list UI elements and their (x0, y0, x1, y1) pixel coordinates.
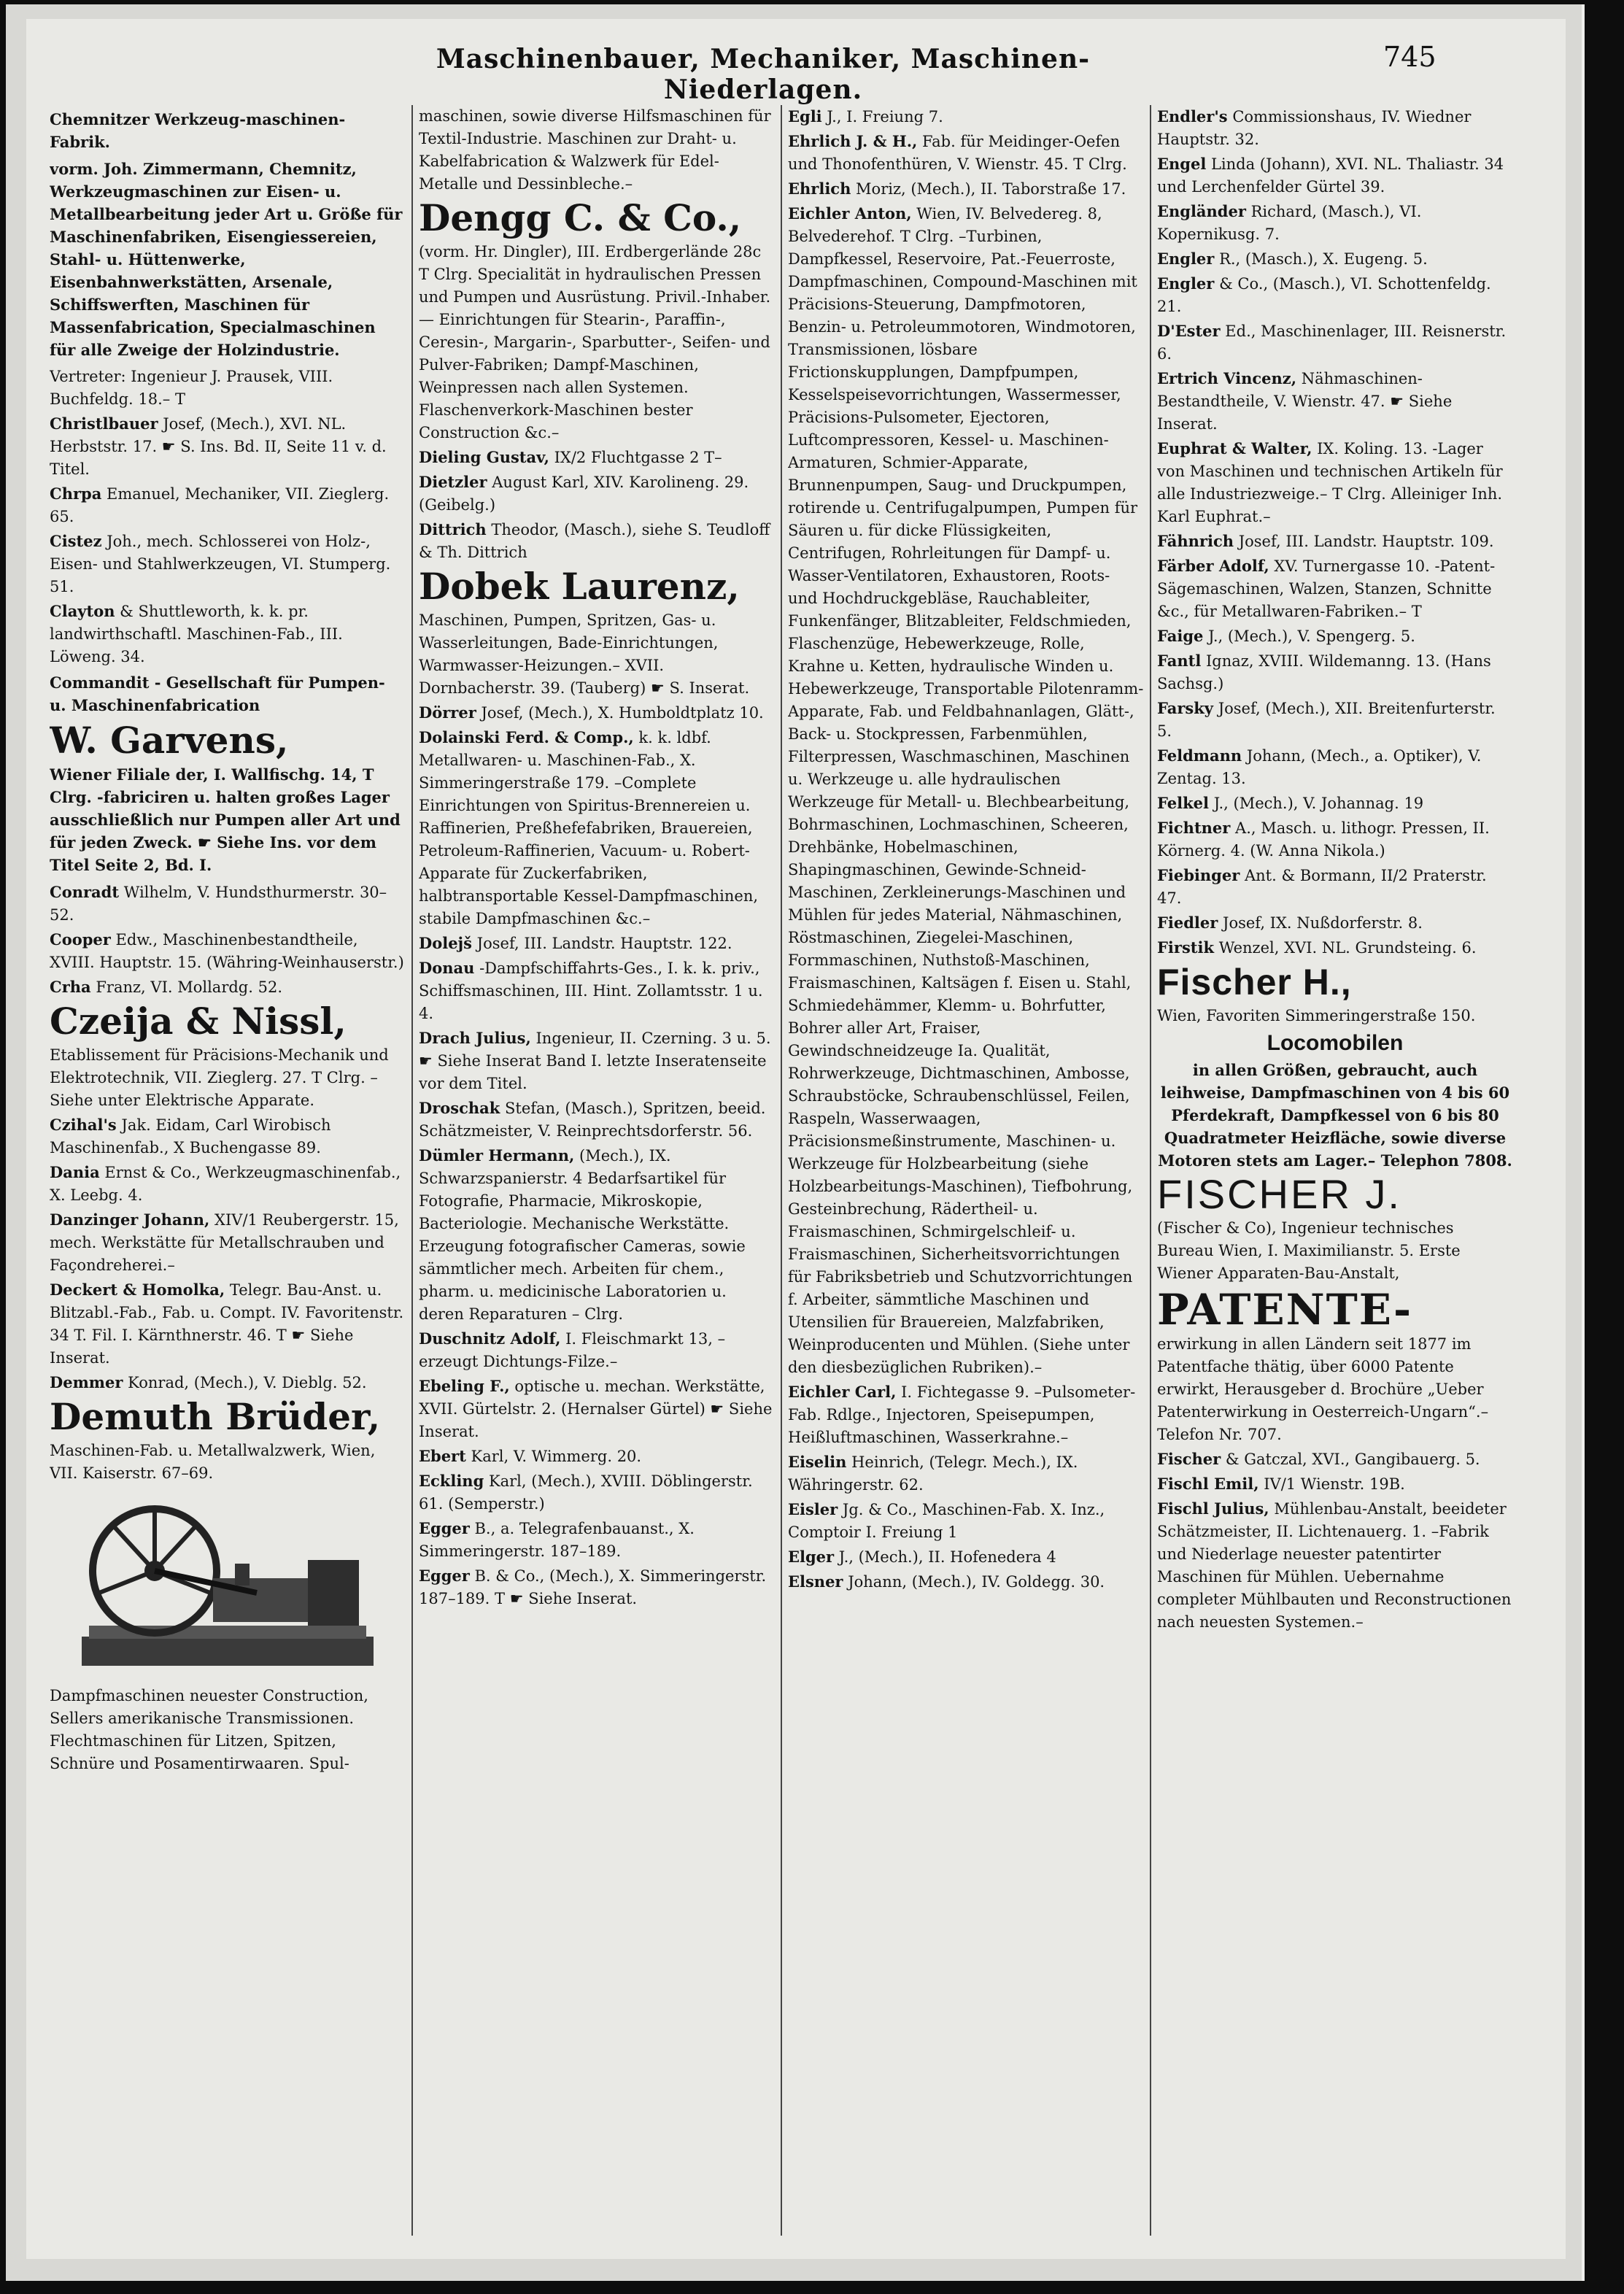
directory-entry (419, 1445, 775, 1468)
advertiser-name: FISCHER J. (1157, 1171, 1401, 1217)
entry-details: IX/2 Fluchtgasse 2 T– (554, 449, 722, 466)
advertiser-name: Demuth Brüder, (50, 1395, 381, 1438)
entry-name: Dolainski Ferd. & Comp., (419, 728, 634, 746)
directory-entry (1157, 1497, 1513, 1634)
entry-name: Fichtner (1157, 819, 1231, 837)
entry-details: B., a. Telegrafenbauanst., X. Simmeringerstr. 187–189. (419, 1520, 695, 1560)
entry-details: Franz, VI. Mollardg. 52. (96, 978, 282, 996)
entry-details: Wien, IV. Belvedereg. 8, Belvederehof. T Clrg. –Turbinen, Dampfkessel, Reservoire, Pat.-Feuerroste, Dampfmaschinen, Compound-Maschinen mit Präcisions-Steuerung, Dampfmotoren, Benzin- u. Petroleummotoren, Windmotoren, Transmissionen, lösbare Frictionskupplungen, Dampfpumpen, Kesselspeisevorrichtungen, Wassermesser, Präcisions-Pulsometer, Ejectoren, Luftcompressoren, Kessel- u. Maschinen-Armaturen, Schmier-Apparate, Brunnenpumpen, Saug- und Druckpumpen, rotirende u. Centrifugalpumpen, Pumpen für Säuren u. für dicke Flüssigkeiten, Centrifugen, Rohrleitungen für Dampf- u. Wasser-Ventilatoren, Exhaustoren, Roots- und Hochdruckgebläse, Rauchableiter, Funkenfänger, Blitzableiter, Feldschmieden, Flaschenzüge, Hebewerkzeuge, Rolle, Krahne u. Ketten, hydraulische Winden u. Hebewerkzeuge, Transportable Pilotenramm-Apparate, Fab. und Feldbahnanlagen, Glätt-, Back- u. Stockpressen, Farbenmühlen, Filterpressen, Waschmaschinen, Maschinen u. Werkzeuge u. alle hydraulischen Werkzeuge für Metall- u. Blechbearbeitung, Bohrmaschinen, Lochmaschinen, Scheeren, Drehbänke, Hobelmaschinen, Shapingmaschinen, Gewinde-Schneid-Maschinen, Zerkleinerungs-Maschinen und Mühlen für jedes Material, Nähmaschinen, Röstmaschinen, Ziegelei-Maschinen, Formmaschinen, Nuthstoß-Maschinen, Fraismaschinen, Kaltsägen f. Eisen u. Stahl, Schmiedehämmer, Klemm- u. Bohrfutter, Bohrer aller Art, Fraiser, Gewindschneidzeuge Ia. Qualität, Rohrwerkzeuge, Dichtmaschinen, Ambosse, Schraubstöcke, Schraubenschlüssel, Feilen, Raspeln, Wasserwaagen, Präcisionsmeßinstrumente, Maschinen- u. Werkzeuge für Holzbearbeitung (siehe Holzbearbeitungs-Maschinen), Tiefbohrung, Gesteinbrechung, Rädertheil- u. Fraismaschinen, Schmirgelschleif- u. Fraismaschinen, Sicherheitsvorrichtungen für Fabriksbetrieb und Schutzvorrichtungen f. Arbeiter, sämmtliche Maschinen und Utensilien für Brauereien, Malzfabriken, Weinproducenten und Mühlen. (Siehe unter den diesbezüglichen Rubriken).– (788, 205, 1144, 1376)
entry-details: August Karl, XIV. Karolineng. 29. (Geibelg.) (419, 474, 749, 514)
entry-name: Cooper (50, 930, 111, 949)
entry-name: Chrpa (50, 484, 102, 503)
directory-entry (419, 105, 775, 196)
advertiser-name: Czeija & Nissl, (50, 1000, 347, 1043)
entry-name: Fiebinger (1157, 866, 1240, 884)
entry-details: Nähmaschinen-Bestandtheile, V. Wienstr. 47. ☛ Siehe Inserat. (1157, 370, 1453, 433)
entry-details: k. k. ldbf. Metallwaren- u. Maschinen-Fab., X. Simmeringerstraße 179. –Complete Einrichtungen von Spiritus-Brennereien u. Raffinerien, Preßhefefabriken, Brauereien, Petroleum-Raffinerien, Vacuum- u. Robert-Apparate für Zuckerfabriken, halbtransportable Kessel-Dampfmaschinen, stabile Dampfmaschinen &c.– (419, 729, 759, 927)
entry-details: Wenzel, XVI. NL. Grundsteing. 6. (1218, 939, 1477, 957)
directory-entry (50, 366, 406, 411)
directory-entry (788, 105, 1144, 128)
entry-details: Heinrich, (Telegr. Mech.), IX. Währingerstr. 62. (788, 1453, 1078, 1494)
directory-entry (419, 1027, 775, 1095)
entry-name: Dörrer (419, 703, 476, 722)
directory-column-4 (1157, 105, 1513, 2243)
entry-details: (Mech.), IX. Schwarzspanierstr. 4 Bedarfsartikel für Fotografie, Pharmacie, Mikroskopie, Bacteriologie. Mechanische Werkstätte. Erzeugung fotografischer Cameras, sowie sämmtlicher mech. Arbeiten für chem., pharm. u. medicinische Laboratorien u. deren Reparaturen – Clrg. (419, 1147, 746, 1323)
entry-details: Joh., mech. Schlosserei von Holz-, Eisen- und Stahlwerkzeugen, VI. Stumperg. 51. (50, 533, 391, 595)
advertiser-name: Dobek Laurenz, (419, 565, 740, 608)
entry-name: Demmer (50, 1373, 123, 1391)
column-rule (1150, 105, 1151, 2236)
entry-details: Etablissement für Präcisions-Mechanik und Elektrotechnik, VII. Zieglerg. 27. T Clrg. –Siehe unter Elektrische Apparate. (50, 1046, 389, 1109)
entry-details: Ingenieur, II. Czerning. 3 u. 5. ☛ Siehe Inserat Band I. letzte Inseratenseite vor dem Titel. (419, 1030, 771, 1092)
entry-name: Engel (1157, 155, 1207, 173)
directory-entry (50, 1685, 406, 1775)
directory-entry (1157, 1472, 1513, 1496)
directory-entry (50, 600, 406, 668)
directory-entry (788, 1498, 1144, 1544)
running-head-title: Maschinenbauer, Mechaniker, Maschinen-Niederlagen. (436, 44, 1091, 105)
entry-name: Fiedler (1157, 914, 1218, 932)
directory-entry (419, 701, 775, 725)
entry-details: Ed., Maschinenlager, III. Reisnerstr. 6. (1157, 323, 1507, 363)
entry-details: Fab. für Meidinger-Oefen und Thonofenthüren, V. Wienstr. 45. T Clrg. (788, 133, 1127, 173)
entry-name: Czihal's (50, 1116, 117, 1134)
entry-details: Dampfmaschinen neuester Construction, Sellers amerikanische Transmissionen. Flechtmaschinen für Litzen, Spitzen, Schnüre und Posamentirwaaren. Spul- (50, 1687, 368, 1772)
entry-details: Konrad, (Mech.), V. Dieblg. 52. (128, 1374, 367, 1391)
entry-details: Mühlenbau-Anstalt, beeideter Schätzmeister, II. Lichtenauerg. 1. –Fabrik und Niederlage neuester patentirter Maschinen für Mühlen. Uebernahme completer Mühlbauten und Reconstructionen nach neuesten Systemen.– (1157, 1500, 1512, 1631)
entry-details: IX. Koling. 13. -Lager von Maschinen und technischen Artikeln für alle Industriezweige.– T Clrg. Alleiniger Inh. Karl Euphrat.– (1157, 440, 1503, 525)
directory-entry (788, 177, 1144, 201)
directory-entry (1157, 864, 1513, 910)
directory-entry (50, 530, 406, 598)
entry-name: Deckert & Homolka, (50, 1281, 225, 1299)
directory-entry (419, 518, 775, 564)
entry-details: R., (Masch.), X. Eugeng. 5. (1219, 250, 1428, 268)
scanned-page-background (6, 4, 1585, 2281)
column-rule (781, 105, 782, 2236)
directory-page (26, 19, 1566, 2259)
directory-entry (419, 609, 775, 700)
entry-name: Fischl Emil, (1157, 1475, 1259, 1493)
advertisement-text: Commandit - Gesellschaft für Pumpen- u. Maschinenfabrication (50, 673, 385, 714)
entry-details: Ernst & Co., Werkzeugmaschinenfab., X. Leebg. 4. (50, 1164, 401, 1204)
entry-details: Josef, (Mech.), XII. Breitenfurterstr. 5. (1157, 700, 1496, 740)
entry-name: Donau (419, 959, 475, 977)
entry-details: Telegr. Bau-Anst. u. Blitzabl.-Fab., Fab. u. Compt. IV. Favoritenstr. 34 T. Fil. I. Kärnthnerstr. 46. T ☛ Siehe Inserat. (50, 1281, 404, 1367)
entry-details: I. Fichtegasse 9. –Pulsometer-Fab. Rdlge., Injectoren, Speisepumpen, Heißluftmaschinen, Wasserkrahne.– (788, 1383, 1136, 1446)
advertisement-text: vorm. Joh. Zimmermann, Chemnitz, Werkzeugmaschinen zur Eisen- u. Metallbearbeitung jeder Art u. Größe für Maschinenfabriken, Eisengiessereien, Stahl- u. Hüttenwerke, Eisenbahnwerkstätten, Arsenale, Schiffswerften, Maschinen für Massenfabrication, Specialmaschinen für alle Zweige der Holzindustrie. (50, 160, 403, 359)
directory-entry (50, 1208, 406, 1277)
entry-details: Wien, Favoriten Simmeringerstraße 150. (1157, 1007, 1476, 1024)
directory-entry (419, 446, 775, 469)
directory-entry (419, 241, 775, 444)
directory-entry (788, 1451, 1144, 1496)
directory-entry (1157, 911, 1513, 935)
entry-details: Maschinen-Fab. u. Metallwalzwerk, Wien, VII. Kaiserstr. 67–69. (50, 1442, 376, 1482)
entry-name: Eisler (788, 1500, 838, 1518)
entry-details: Theodor, (Masch.), siehe S. Teudloff & Th. Dittrich (419, 521, 770, 561)
entry-name: Feldmann (1157, 746, 1242, 765)
directory-entry (1157, 1448, 1513, 1471)
entry-name: Fischer (1157, 1450, 1221, 1468)
entry-name: Duschnitz Adolf, (419, 1329, 561, 1348)
advertisement-headline: Locomobilen (1267, 1031, 1404, 1055)
directory-entry (419, 932, 775, 955)
directory-entry (419, 1327, 775, 1373)
entry-details: Jg. & Co., Maschinen-Fab. X. Inz., Comptoir I. Freiung 1 (788, 1501, 1105, 1541)
entry-name: Drach Julius, (419, 1029, 531, 1047)
entry-name: Egger (419, 1567, 470, 1585)
directory-entry (1157, 367, 1513, 436)
entry-details: optische u. mechan. Werkstätte, XVII. Gürtelstr. 2. (Hernalser Gürtel) ☛ Siehe Inserat. (419, 1378, 773, 1440)
entry-name: Droschak (419, 1099, 500, 1117)
directory-entry (1157, 792, 1513, 815)
entry-name: Engländer (1157, 202, 1246, 220)
directory-entry (50, 1161, 406, 1207)
directory-entry (419, 471, 775, 517)
entry-name: Danzinger Johann, (50, 1210, 210, 1229)
directory-entry (50, 881, 406, 927)
entry-details: Karl, (Mech.), XVIII. Döblingerstr. 61. (Semperstr.) (419, 1472, 753, 1513)
entry-details: J., I. Freiung 7. (827, 108, 943, 125)
directory-entry (1157, 625, 1513, 648)
entry-details: Moriz, (Mech.), II. Taborstraße 17. (856, 180, 1126, 198)
entry-name: Elger (788, 1548, 835, 1566)
entry-details: maschinen, sowie diverse Hilfsmaschinen für Textil-Industrie. Maschinen zur Draht- u. Kabelfabrication & Walzwerk für Edel-Metalle und Dessinbleche.– (419, 107, 771, 193)
entry-details: XIV/1 Reubergerstr. 15, mech. Werkstätte für Metallschrauben und Façondreherei.– (50, 1211, 399, 1274)
directory-entry (1157, 437, 1513, 528)
entry-details: B. & Co., (Mech.), X. Simmeringerstr. 187–189. T ☛ Siehe Inserat. (419, 1567, 767, 1607)
entry-name: Ertrich Vincenz, (1157, 369, 1296, 387)
steam-engine-illustration (67, 1491, 388, 1680)
directory-entry (1157, 105, 1513, 151)
directory-entry (419, 1097, 775, 1143)
entry-name: D'Ester (1157, 322, 1221, 340)
entry-details: Johann, (Mech., a. Optiker), V. Zentag. 13. (1157, 747, 1482, 787)
directory-entry (1157, 936, 1513, 959)
directory-column-3 (788, 105, 1144, 2243)
entry-name: Cistez (50, 532, 102, 550)
entry-details: erwirkung in allen Ländern seit 1877 im Patentfache thätig, über 6000 Patente erwirkt, Herausgeber d. Brochüre „Ueber Patenterwirkung in Oesterreich-Ungarn“.– Telefon Nr. 707. (1157, 1335, 1489, 1443)
directory-entry (50, 928, 406, 974)
directory-entry (1157, 1005, 1513, 1027)
advertiser-name: Fischer H., (1157, 962, 1352, 1003)
entry-details: Emanuel, Mechaniker, VII. Zieglerg. 65. (50, 485, 390, 525)
directory-entry (788, 1545, 1144, 1569)
page-number: 745 (1383, 41, 1437, 73)
entry-name: Conradt (50, 883, 120, 901)
entry-details: Josef, III. Landstr. Hauptstr. 109. (1238, 533, 1494, 550)
entry-details: (vorm. Hr. Dingler), III. Erdbergerlände 28c T Clrg. Specialität in hydraulischen Pressen und Pumpen und Ausrüstung. Privil.-Inhaber. — Einrichtungen für Stearin-, Paraffin-, Ceresin-, Margarin-, Sparbutter-, Seifen- und Pulver-Fabriken; Dampf-Maschinen, Weinpressen nach allen Systemen. Flaschenverkork-Maschinen bester Construction &c.– (419, 243, 771, 441)
entry-details: IV/1 Wienstr. 19B. (1264, 1475, 1405, 1493)
entry-details: & Co., (Masch.), VI. Schottenfeldg. 21. (1157, 275, 1491, 315)
entry-details: Edw., Maschinenbestandtheile, XVIII. Hauptstr. 15. (Währing-Weinhauserstr.) (50, 931, 404, 971)
entry-name: Fantl (1157, 652, 1202, 670)
directory-entry (419, 1517, 775, 1563)
directory-entry (50, 412, 406, 481)
advertiser-name: W. Garvens, (50, 719, 289, 762)
entry-details: J., (Mech.), V. Spengerg. 5. (1208, 627, 1415, 645)
entry-details: J., (Mech.), II. Hofenedera 4 (838, 1548, 1056, 1566)
directory-entry (1157, 152, 1513, 198)
directory-entry (1157, 200, 1513, 246)
directory-entry (1157, 1333, 1513, 1446)
entry-details: Josef, IX. Nußdorferstr. 8. (1223, 914, 1423, 932)
directory-column-1 (50, 105, 406, 2243)
entry-name: Faige (1157, 627, 1204, 645)
entry-name: Eichler Anton, (788, 204, 912, 223)
directory-entry (1157, 247, 1513, 271)
directory-entry (419, 1564, 775, 1610)
directory-entry (1157, 1217, 1513, 1285)
entry-name: Ehrlich (788, 179, 851, 198)
entry-details: Josef, (Mech.), XVI. NL. Herbststr. 17. ☛ S. Ins. Bd. II, Seite 11 v. d. Titel. (50, 415, 387, 478)
advertisement-text: Wiener Filiale der, I. Wallfischg. 14, T Clrg. -fabriciren u. halten großes Lager ausschließlich nur Pumpen aller Art und für jeden Zweck. ☛ Siehe Ins. vor dem Titel Seite 2, Bd. I. (50, 765, 401, 874)
entry-details: Linda (Johann), XVI. NL. Thaliastr. 34 und Lerchenfelder Gürtel 39. (1157, 155, 1504, 196)
entry-name: Egli (788, 107, 822, 125)
entry-name: Endler's (1157, 107, 1228, 125)
entry-details: Josef, (Mech.), X. Humboldtplatz 10. (481, 704, 764, 722)
advertisement-illustration (50, 1491, 406, 1680)
directory-entry (1157, 816, 1513, 862)
directory-entry (419, 726, 775, 930)
page-header (26, 19, 1566, 105)
entry-details: A., Masch. u. lithogr. Pressen, II. Körnerg. 4. (W. Anna Nikola.) (1157, 819, 1490, 860)
directory-entry (419, 1470, 775, 1515)
directory-column-2 (419, 105, 775, 2243)
entry-details: Jak. Eidam, Carl Wirobisch Maschinenfab., X Buchengasse 89. (50, 1116, 331, 1156)
entry-details: Ignaz, XVIII. Wildemanng. 13. (Hans Sachsg.) (1157, 652, 1491, 692)
entry-details: Stefan, (Masch.), Spritzen, beeid. Schätzmeister, V. Reinprechtsdorferstr. 56. (419, 1100, 766, 1140)
entry-details: & Shuttleworth, k. k. pr. landwirthschaftl. Maschinen-Fab., III. Löweng. 34. (50, 603, 343, 665)
entry-name: Firstik (1157, 938, 1215, 957)
entry-details: Karl, V. Wimmerg. 20. (471, 1448, 642, 1465)
directory-entry (50, 976, 406, 999)
directory-entry (419, 1144, 775, 1326)
entry-name: Crha (50, 978, 91, 996)
directory-entry (50, 1044, 406, 1112)
directory-entry (1157, 320, 1513, 366)
directory-entry (788, 202, 1144, 1379)
entry-name: Fähnrich (1157, 532, 1234, 550)
directory-entry (50, 1278, 406, 1370)
advertisement-text: Chemnitzer Werkzeug-maschinen-Fabrik. (50, 110, 346, 151)
entry-name: Dieling Gustav, (419, 448, 549, 466)
directory-entry (1157, 649, 1513, 695)
entry-name: Clayton (50, 602, 115, 620)
entry-details: Wilhelm, V. Hundsthurmerstr. 30–52. (50, 884, 387, 924)
advertisement-text: in allen Größen, gebraucht, auch leihweise, Dampfmaschinen von 4 bis 60 Pferdekraft, Dampfkessel von 6 bis 80 Quadratmeter Heizfläche, sowie diverse Motoren stets am Lager.– Telephon 7808. (1158, 1061, 1512, 1170)
advertisement-headline: PATENTE- (1157, 1285, 1413, 1335)
directory-entry (1157, 555, 1513, 623)
entry-name: Eichler Carl, (788, 1383, 897, 1401)
directory-entry (1157, 744, 1513, 790)
entry-details: J., (Mech.), V. Johannag. 19 (1213, 795, 1424, 812)
entry-details: Josef, III. Landstr. Hauptstr. 122. (476, 935, 732, 952)
entry-name: Ebeling F., (419, 1377, 510, 1395)
column-rule (411, 105, 413, 2236)
directory-entry (788, 1380, 1144, 1449)
entry-name: Dania (50, 1163, 100, 1181)
entry-name: Dolejš (419, 934, 472, 952)
entry-name: Engler (1157, 250, 1215, 268)
advertiser-name: Dengg C. & Co., (419, 196, 742, 239)
entry-details: -Dampfschiffahrts-Ges., I. k. k. priv., Schiffsmaschinen, III. Hint. Zollamtsstr. 1 u. 4. (419, 959, 763, 1022)
entry-details: I. Fleischmarkt 13, –erzeugt Dichtungs-Filze.– (419, 1330, 726, 1370)
entry-name: Egger (419, 1519, 470, 1537)
entry-name: Färber Adolf, (1157, 557, 1269, 575)
entry-details: & Gatczal, XVI., Gangibauerg. 5. (1225, 1451, 1480, 1468)
entry-details: Vertreter: Ingenieur J. Prausek, VIII. Buchfeldg. 18.– T (50, 368, 333, 408)
directory-entry (50, 482, 406, 528)
entry-details: XV. Turnergasse 10. -Patent-Sägemaschinen, Walzen, Stanzen, Schnitte &c., für Metallwaren-Fabriken.– T (1157, 557, 1496, 620)
entry-name: Ehrlich J. & H., (788, 132, 918, 150)
directory-entry (50, 1113, 406, 1159)
entry-details: Richard, (Masch.), VI. Kopernikusg. 7. (1157, 203, 1422, 243)
directory-entry (419, 957, 775, 1025)
directory-entry (1157, 530, 1513, 553)
entry-name: Dümler Hermann, (419, 1146, 575, 1165)
directory-entry (788, 130, 1144, 176)
entry-name: Engler (1157, 274, 1215, 293)
entry-name: Eckling (419, 1472, 484, 1490)
entry-details: (Fischer & Co), Ingenieur technisches Bureau Wien, I. Maximilianstr. 5. Erste Wiener Apparaten-Bau-Anstalt, (1157, 1219, 1461, 1282)
entry-name: Dietzler (419, 473, 487, 491)
directory-entry (1157, 697, 1513, 743)
entry-name: Dittrich (419, 520, 487, 538)
directory-entry (1157, 272, 1513, 318)
entry-name: Eiselin (788, 1453, 847, 1471)
entry-name: Ebert (419, 1447, 466, 1465)
entry-name: Fischl Julius, (1157, 1499, 1269, 1518)
directory-entry (788, 1570, 1144, 1594)
entry-details: Ant. & Bormann, II/2 Praterstr. 47. (1157, 867, 1487, 907)
directory-entry (50, 1440, 406, 1485)
entry-details: Maschinen, Pumpen, Spritzen, Gas- u. Wasserleitungen, Bade-Einrichtungen, Warmwasser-Heizungen.– XVII. Dornbacherstr. 39. (Tauberg) ☛ S. Inserat. (419, 611, 750, 697)
entry-name: Christlbauer (50, 414, 158, 433)
entry-name: Farsky (1157, 699, 1214, 717)
entry-name: Elsner (788, 1572, 843, 1591)
directory-entry (419, 1375, 775, 1443)
entry-name: Felkel (1157, 794, 1209, 812)
entry-details: Johann, (Mech.), IV. Goldegg. 30. (848, 1573, 1105, 1591)
entry-name: Euphrat & Walter, (1157, 439, 1312, 457)
directory-entry (50, 1371, 406, 1394)
entry-details: Commissionshaus, IV. Wiedner Hauptstr. 32. (1157, 108, 1472, 148)
